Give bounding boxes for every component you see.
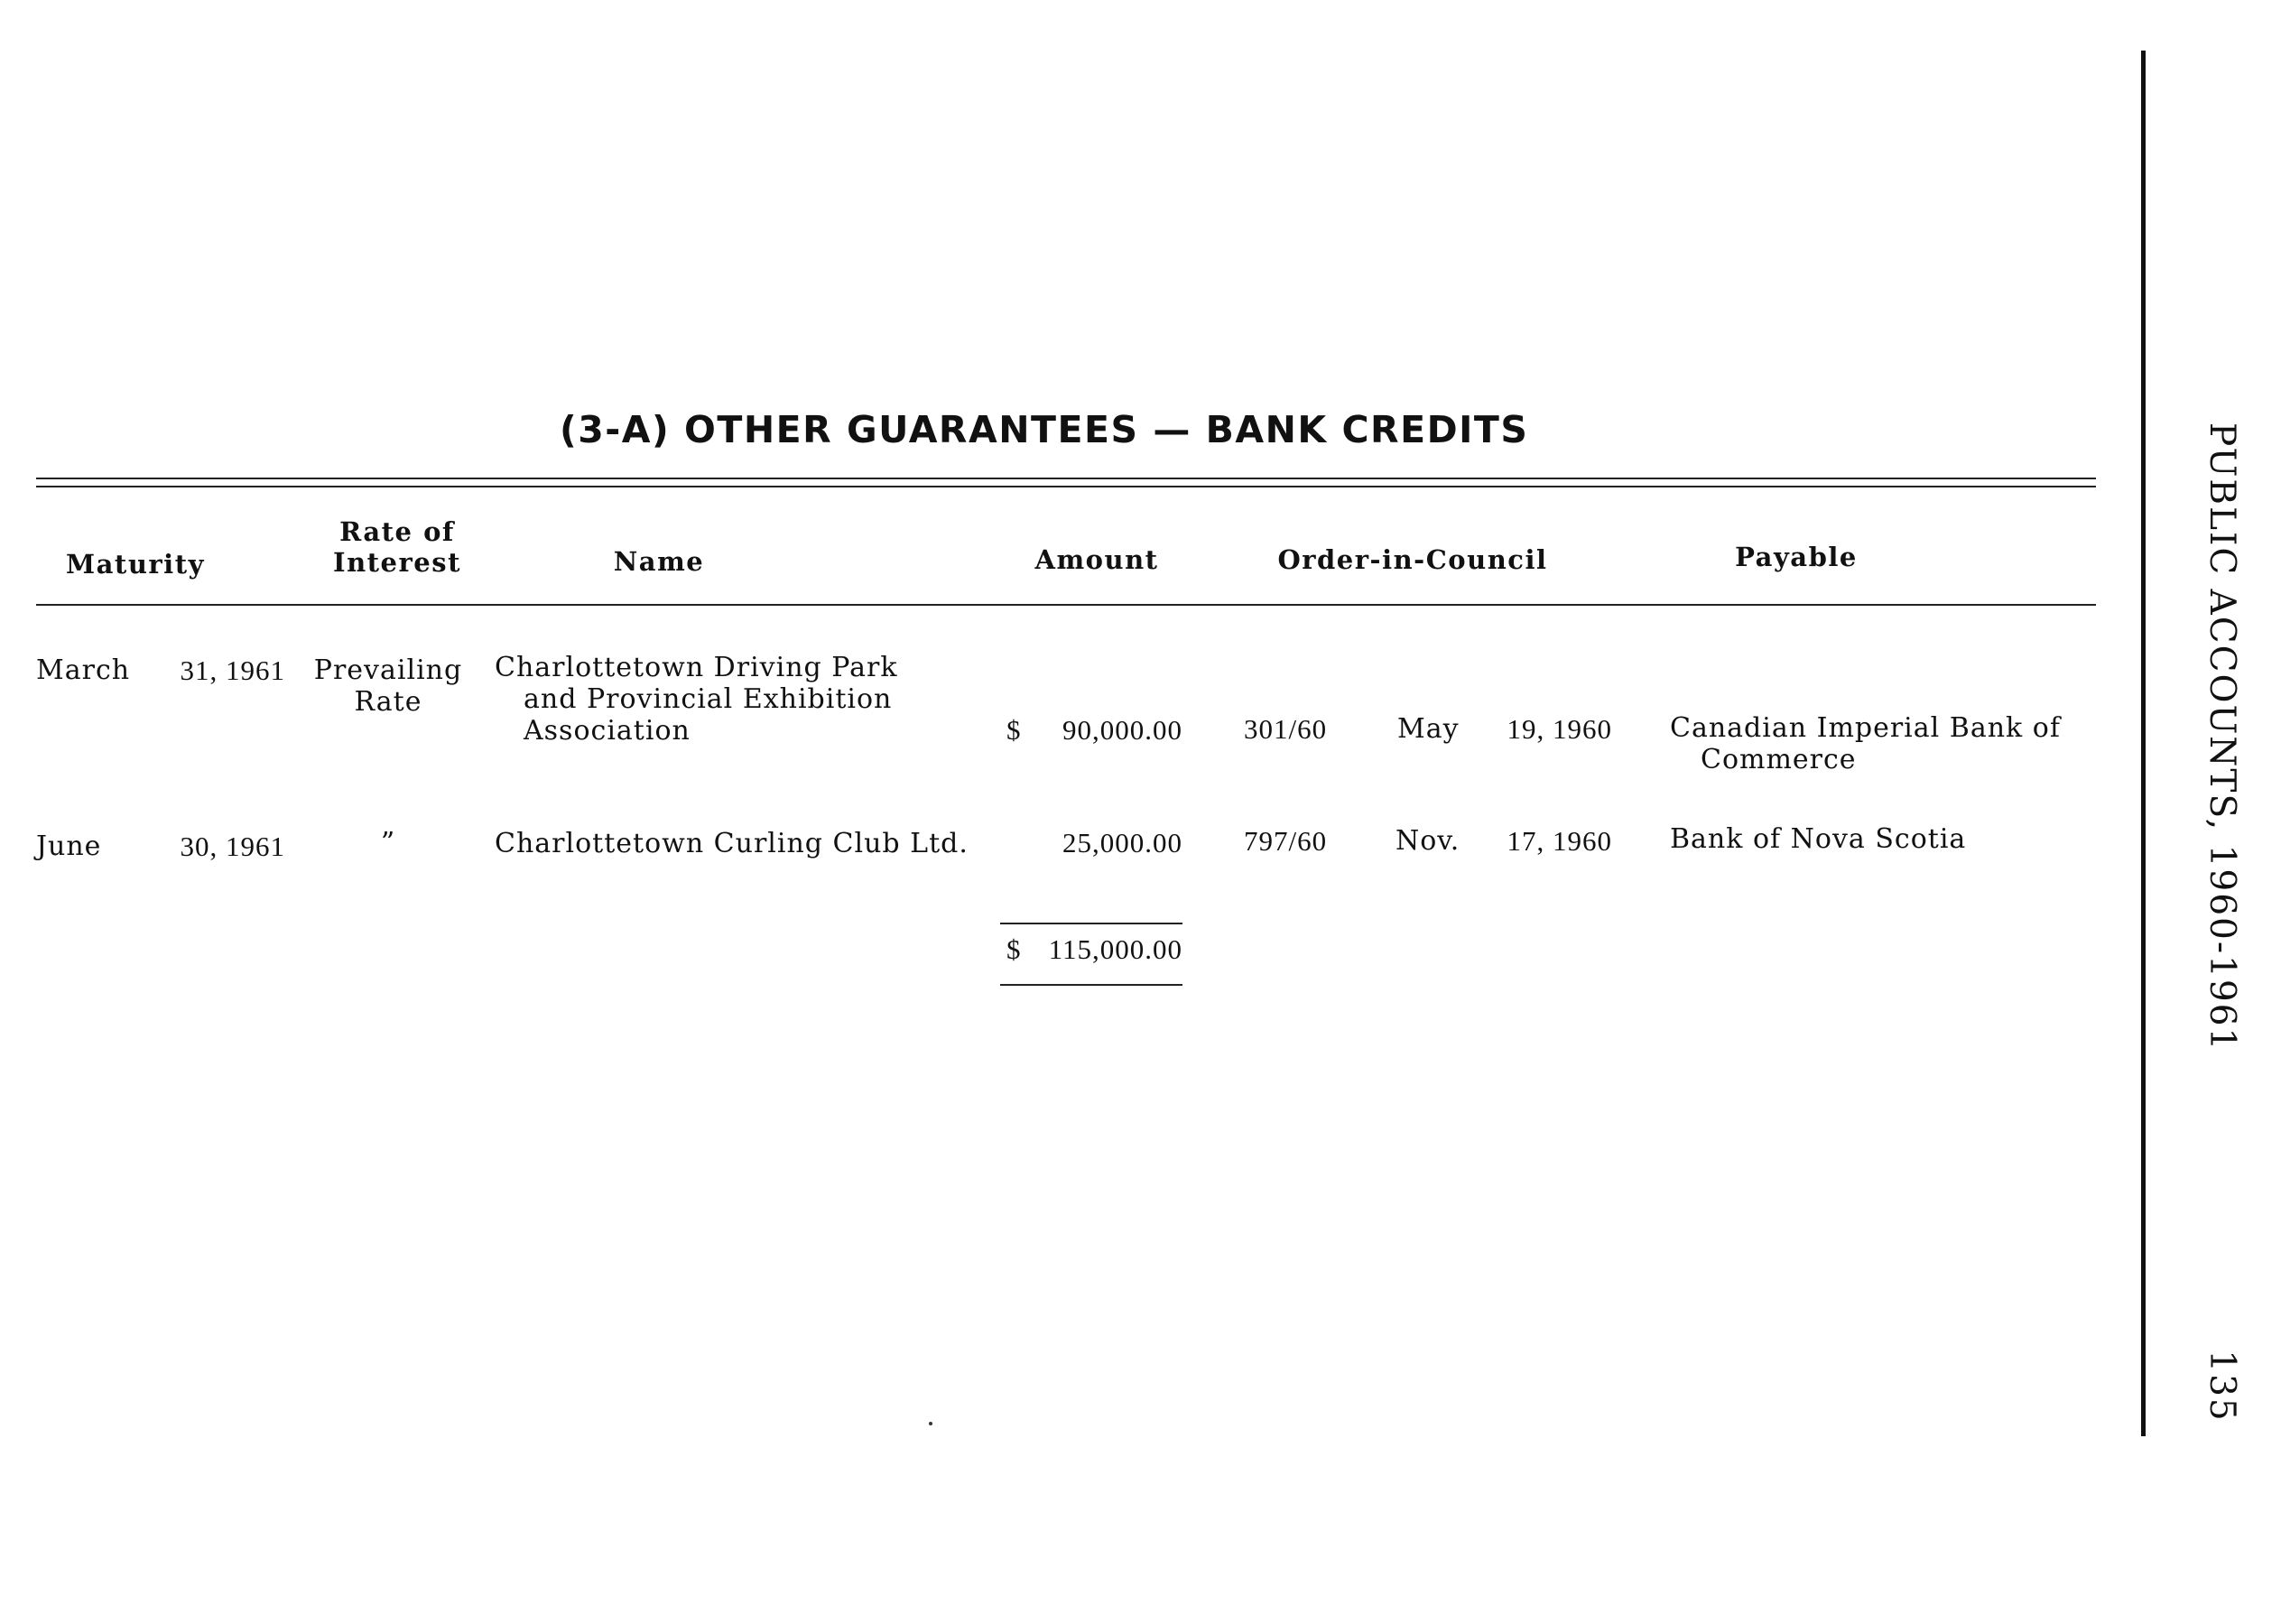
amount: 25,000.00 [1062,827,1182,858]
order-month: Nov. [1395,825,1460,857]
total-amount: 115,000.00 [1048,933,1182,965]
currency-symbol: $ [1006,714,1022,746]
payable-line2: Commerce [1701,744,1857,775]
header-maturity: Maturity [66,549,205,580]
order-month: May [1397,713,1460,745]
order-date: 17, 1960 [1507,825,1612,857]
maturity-month: June [36,831,102,862]
margin-rule [2141,51,2146,1436]
maturity-date: 30, 1961 [180,831,285,862]
header-rule [36,604,2096,606]
rate-of-interest: ” [380,827,396,858]
amount: 90,000.00 [1062,714,1182,746]
total-rule-top [1000,923,1182,924]
stray-dot [929,1422,932,1425]
name-line1: Charlottetown Curling Club Ltd. [495,828,969,859]
running-header-text: PUBLIC ACCOUNTS, 1960-1961 [2202,422,2242,1053]
maturity-date: 31, 1961 [180,654,285,686]
header-order-in-council: Order-in-Council [1277,544,1548,575]
header-interest: Interest [333,547,461,578]
order-date: 19, 1960 [1507,713,1612,745]
page-number: 135 [2202,1350,2242,1423]
header-name: Name [613,546,705,577]
name-line3: Association [524,715,691,747]
top-rule-second [36,486,2096,487]
total-currency-symbol: $ [1006,933,1022,965]
page-title: (3-A) OTHER GUARANTEES — BANK CREDITS [560,408,1529,451]
payable-line1: Canadian Imperial Bank of [1670,712,2061,744]
running-header [2197,422,2242,1452]
header-payable: Payable [1735,542,1858,572]
order-number: 797/60 [1244,825,1328,857]
name-line1: Charlottetown Driving Park [495,652,898,683]
name-line2: and Provincial Exhibition [524,683,893,715]
maturity-month: March [36,654,131,686]
order-number: 301/60 [1244,713,1328,745]
rate-of-interest-line2: Rate [354,686,422,718]
payable-line1: Bank of Nova Scotia [1670,823,1967,855]
top-rule [36,478,2096,479]
header-amount: Amount [1034,544,1159,575]
total-rule-bottom [1000,984,1182,986]
rate-of-interest: Prevailing [313,654,463,686]
header-rate-of: Rate of [339,516,455,547]
